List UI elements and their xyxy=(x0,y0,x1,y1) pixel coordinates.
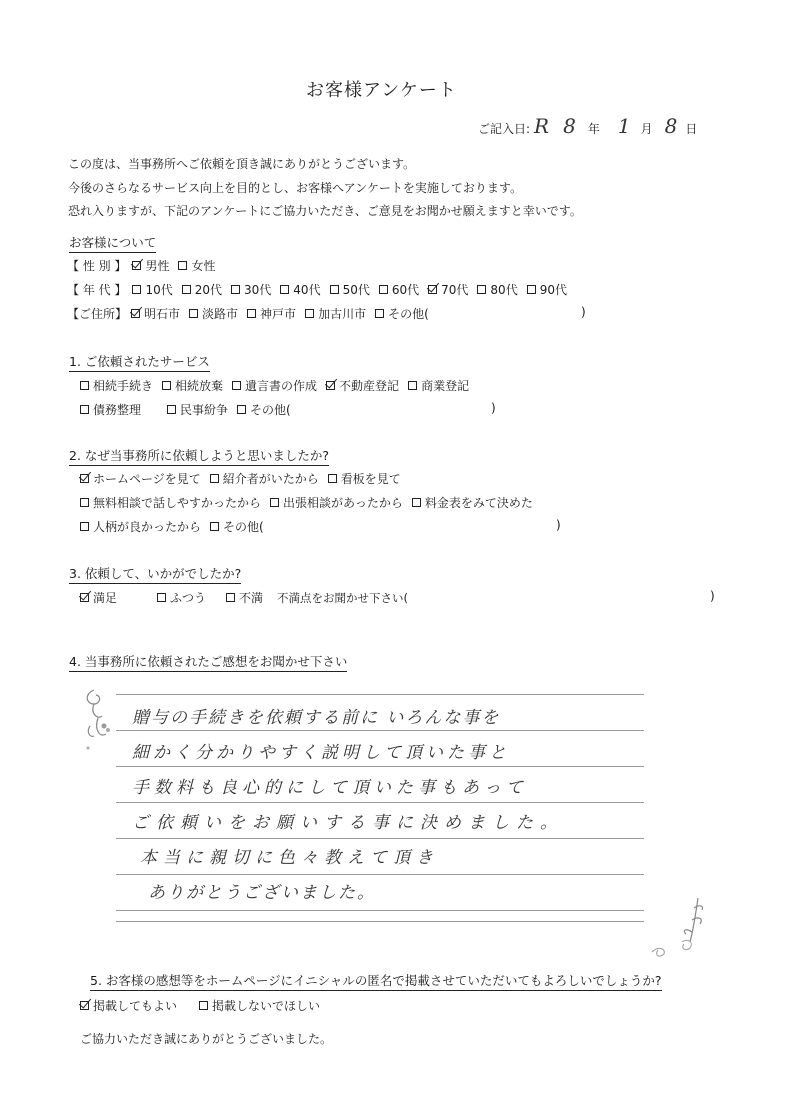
answer-rule-6 xyxy=(116,874,644,875)
q2-other-close: ) xyxy=(556,518,561,532)
q2-other-label: その他( xyxy=(223,520,264,534)
q2-personality-checkbox[interactable] xyxy=(80,522,89,531)
customer-heading: お客様について xyxy=(69,233,156,253)
q3-satisfied-option[interactable] xyxy=(80,589,117,606)
answer-rule-1 xyxy=(116,694,644,695)
gender-row xyxy=(67,257,224,274)
q2-homepage-option[interactable] xyxy=(80,470,201,487)
q1-commercial-label: 商業登記 xyxy=(421,379,470,393)
q1-will-checkbox[interactable] xyxy=(232,381,241,390)
q1-real-estate-checkbox[interactable] xyxy=(326,381,335,390)
q5-allow-label: 掲載してもよい xyxy=(93,999,178,1013)
q2-row-3 xyxy=(80,518,273,535)
age-10s-option[interactable] xyxy=(132,281,172,298)
q1-civil-option[interactable] xyxy=(167,401,228,418)
q2-other-checkbox[interactable] xyxy=(210,522,219,531)
q5-deny-checkbox[interactable] xyxy=(199,1001,208,1010)
answer-rule-7 xyxy=(116,910,644,911)
q1-other-option[interactable] xyxy=(237,401,291,418)
answer-line-2: 細かく分かりやすく説明して頂いた事と xyxy=(132,743,510,763)
q1-inheritance-label: 相続手続き xyxy=(93,379,154,393)
age-30s-label: 30代 xyxy=(244,283,272,297)
q5-allow-checkbox[interactable] xyxy=(80,1001,89,1010)
q2-referral-checkbox[interactable] xyxy=(210,474,219,483)
q1-other-checkbox[interactable] xyxy=(237,405,246,414)
q1-commercial-checkbox[interactable] xyxy=(408,381,417,390)
answer-rule-5 xyxy=(116,838,644,839)
q2-referral-label: 紹介者がいたから xyxy=(222,472,319,486)
answer-rule-8 xyxy=(116,921,644,922)
address-row xyxy=(67,305,438,322)
q2-heading: 2. なぜ当事務所に依頼しようと思いましたか? xyxy=(69,446,329,466)
q5-heading: 5. お客様の感想等をホームページにイニシャルの匿名で掲載させていただいてもよろしいでしょうか? xyxy=(90,971,662,991)
age-row xyxy=(67,281,576,298)
address-awaji-option[interactable] xyxy=(189,305,238,322)
intro-line-1: この度は、当事務所へご依頼を頂き誠にありがとうございます。 xyxy=(68,157,416,171)
q5-row xyxy=(80,997,329,1014)
q2-visit-consult-label: 出張相談があったから xyxy=(283,496,403,510)
age-90s-label: 90代 xyxy=(539,283,567,297)
answer-line-5: 本当に親切に色々教えて頂き xyxy=(140,848,439,868)
intro-line-3: 恐れ入りますが、下記のアンケートにご協力いただき、ご意見をお聞かせ願えますと幸いです。 xyxy=(68,204,582,218)
flourish-right-icon xyxy=(648,892,718,962)
answer-line-1: 贈与の手続きを依頼する前に いろんな事を xyxy=(132,708,501,728)
q3-heading: 3. 依頼して、いかがでしたか? xyxy=(69,564,241,584)
q2-signboard-option[interactable] xyxy=(328,470,401,487)
q3-note-close: ) xyxy=(710,589,715,603)
date-year-unit: 年 xyxy=(587,122,600,136)
gender-male-label: 男性 xyxy=(145,259,170,273)
q1-inheritance-option[interactable] xyxy=(80,377,153,394)
address-kakogawa-option[interactable] xyxy=(305,305,366,322)
q1-inheritance-checkbox[interactable] xyxy=(80,381,89,390)
q1-real-estate-label: 不動産登記 xyxy=(339,379,400,393)
age-80s-checkbox[interactable] xyxy=(477,285,486,294)
address-other-checkbox[interactable] xyxy=(375,309,384,318)
footer-thanks: ご協力いただき誠にありがとうございました。 xyxy=(80,1032,333,1046)
q2-free-consult-label: 無料相談で話しやすかったから xyxy=(93,496,262,510)
age-20s-option[interactable] xyxy=(182,281,222,298)
address-label: 【ご住所】 xyxy=(67,307,128,321)
answer-rule-2 xyxy=(116,730,644,731)
age-50s-checkbox[interactable] xyxy=(330,285,339,294)
age-80s-option[interactable] xyxy=(477,281,517,298)
q2-homepage-label: ホームページを見て xyxy=(93,472,201,486)
answer-line-3: 手数料も良心的にして頂いた事もあって xyxy=(132,778,528,798)
gender-female-label: 女性 xyxy=(191,259,216,273)
q3-normal-option[interactable] xyxy=(157,589,206,606)
age-40s-option[interactable] xyxy=(280,281,320,298)
age-50s-option[interactable] xyxy=(330,281,370,298)
date-day: 8 xyxy=(664,114,678,138)
address-kobe-checkbox[interactable] xyxy=(247,309,256,318)
q2-signboard-label: 看板を見て xyxy=(340,472,401,486)
q1-debt-label: 債務整理 xyxy=(93,403,142,417)
q2-referral-option[interactable] xyxy=(210,470,319,487)
q3-dissatisfied-checkbox[interactable] xyxy=(226,593,235,602)
gender-female-option[interactable] xyxy=(178,257,215,274)
q2-visit-consult-checkbox[interactable] xyxy=(270,498,279,507)
q3-normal-label: ふつう xyxy=(170,591,207,605)
address-kobe-label: 神戸市 xyxy=(260,307,297,321)
q1-will-option[interactable] xyxy=(232,377,317,394)
answer-rule-3 xyxy=(116,766,644,767)
q3-normal-checkbox[interactable] xyxy=(157,593,166,602)
address-kobe-option[interactable] xyxy=(247,305,296,322)
gender-label: 【 性 別 】 xyxy=(67,259,127,273)
age-50s-label: 50代 xyxy=(342,283,370,297)
q1-debt-option[interactable] xyxy=(80,401,141,418)
q3-dissatisfied-option[interactable] xyxy=(226,589,263,606)
gender-male-option[interactable] xyxy=(132,257,169,274)
q5-deny-option[interactable] xyxy=(199,997,320,1014)
q1-renunciation-option[interactable] xyxy=(162,377,223,394)
q1-heading: 1. ご依頼されたサービス xyxy=(69,352,210,372)
page-title: お客様アンケート xyxy=(306,80,457,101)
date-day-unit: 日 xyxy=(685,122,698,136)
age-90s-checkbox[interactable] xyxy=(527,285,536,294)
q2-personality-option[interactable] xyxy=(80,518,201,535)
q2-signboard-checkbox[interactable] xyxy=(328,474,337,483)
q3-dissatisfied-note: 不満点をお聞かせ下さい( xyxy=(277,590,409,605)
age-60s-label: 60代 xyxy=(391,283,420,297)
flourish-left-icon xyxy=(80,686,120,756)
q5-deny-label: 掲載しないでほしい xyxy=(212,999,321,1013)
q3-row xyxy=(80,589,408,606)
q5-allow-option[interactable] xyxy=(80,997,177,1014)
address-other-option[interactable] xyxy=(375,305,429,322)
entry-date xyxy=(478,114,697,138)
intro-line-2: 今後のさらなるサービス向上を目的とし、お客様へアンケートを実施しております。 xyxy=(68,181,522,195)
age-10s-checkbox[interactable] xyxy=(132,285,141,294)
q2-personality-label: 人柄が良かったから xyxy=(93,520,202,534)
q1-renunciation-label: 相続放棄 xyxy=(175,379,224,393)
q1-civil-checkbox[interactable] xyxy=(167,405,176,414)
q1-commercial-option[interactable] xyxy=(408,377,469,394)
date-label: ご記入日: xyxy=(478,122,531,136)
q1-civil-label: 民事紛争 xyxy=(180,403,229,417)
q1-row-2 xyxy=(80,401,300,418)
address-akashi-checkbox[interactable] xyxy=(131,309,140,318)
q2-fee-table-checkbox[interactable] xyxy=(412,498,421,507)
date-era: R xyxy=(534,114,550,138)
q4-heading: 4. 当事務所に依頼されたご感想をお聞かせ下さい xyxy=(69,652,347,672)
q2-homepage-checkbox[interactable] xyxy=(80,474,89,483)
gender-male-checkbox[interactable] xyxy=(132,261,141,270)
age-90s-option[interactable] xyxy=(527,281,567,298)
address-other-label: その他( xyxy=(388,307,429,321)
q2-free-consult-option[interactable] xyxy=(80,494,261,511)
q2-free-consult-checkbox[interactable] xyxy=(80,498,89,507)
q2-fee-table-option[interactable] xyxy=(412,494,533,511)
q2-row-1 xyxy=(80,470,410,487)
age-80s-label: 80代 xyxy=(490,283,518,297)
age-30s-checkbox[interactable] xyxy=(231,285,240,294)
age-40s-label: 40代 xyxy=(293,283,321,297)
address-awaji-label: 淡路市 xyxy=(202,307,239,321)
address-akashi-option[interactable] xyxy=(131,305,180,322)
age-40s-checkbox[interactable] xyxy=(280,285,289,294)
q1-row-1 xyxy=(80,377,478,394)
q1-renunciation-checkbox[interactable] xyxy=(162,381,171,390)
q3-satisfied-label: 満足 xyxy=(93,591,118,605)
q3-dissatisfied-label: 不満 xyxy=(239,591,264,605)
address-awaji-checkbox[interactable] xyxy=(189,309,198,318)
answer-rule-4 xyxy=(116,802,644,803)
age-60s-option[interactable] xyxy=(379,281,419,298)
q2-row-2 xyxy=(80,494,542,511)
q3-satisfied-checkbox[interactable] xyxy=(80,593,89,602)
age-60s-checkbox[interactable] xyxy=(379,285,388,294)
age-30s-option[interactable] xyxy=(231,281,271,298)
q1-other-close: ) xyxy=(491,401,496,415)
age-70s-label: 70代 xyxy=(441,283,469,297)
age-70s-option[interactable] xyxy=(428,281,468,298)
age-20s-checkbox[interactable] xyxy=(182,285,191,294)
q1-debt-checkbox[interactable] xyxy=(80,405,89,414)
date-month: 1 xyxy=(617,114,631,138)
answer-line-6: ありがとうございました。 xyxy=(148,883,376,903)
age-label: 【 年 代 】 xyxy=(67,283,127,297)
q1-will-label: 遺言書の作成 xyxy=(245,379,318,393)
address-kakogawa-checkbox[interactable] xyxy=(305,309,314,318)
q1-other-label: その他( xyxy=(250,403,291,417)
gender-female-checkbox[interactable] xyxy=(178,261,187,270)
age-70s-checkbox[interactable] xyxy=(428,285,437,294)
address-kakogawa-label: 加古川市 xyxy=(318,307,367,321)
q2-visit-consult-option[interactable] xyxy=(270,494,403,511)
date-year: 8 xyxy=(563,114,576,138)
q1-real-estate-option[interactable] xyxy=(326,377,399,394)
age-10s-label: 10代 xyxy=(145,283,173,297)
q2-other-option[interactable] xyxy=(210,518,264,535)
date-month-unit: 月 xyxy=(640,122,653,136)
age-20s-label: 20代 xyxy=(194,283,223,297)
answer-line-4: ご依頼いをお願いする事に決めました。 xyxy=(132,813,564,833)
address-other-close: ) xyxy=(581,305,586,319)
address-akashi-label: 明石市 xyxy=(144,307,181,321)
q2-fee-table-label: 料金表をみて決めた xyxy=(424,496,533,510)
